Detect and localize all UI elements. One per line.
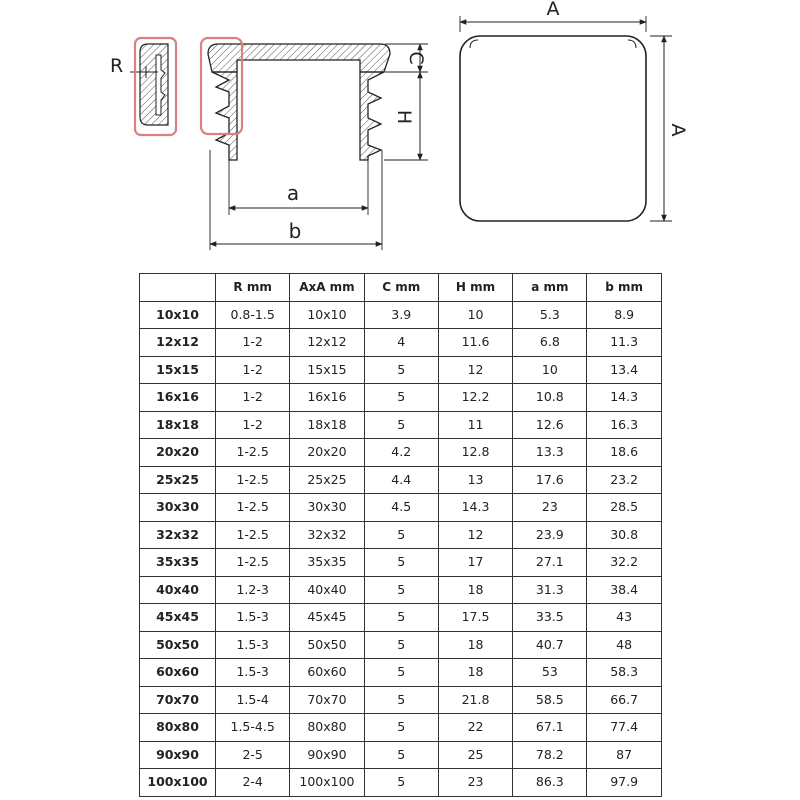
cell-axa: 45x45 <box>290 604 364 632</box>
cross-section-view <box>201 38 428 250</box>
cell-axa: 16x16 <box>290 384 364 412</box>
cell-b: 23.2 <box>587 466 661 494</box>
cell-r: 2-4 <box>216 769 290 797</box>
cell-r: 1-2.5 <box>216 466 290 494</box>
label-A-top: A <box>546 0 560 20</box>
cell-size: 25x25 <box>140 466 216 494</box>
cell-axa: 30x30 <box>290 494 364 522</box>
header-axa: AxA mm <box>290 274 364 302</box>
cell-c: 5 <box>364 356 438 384</box>
table-row <box>140 384 662 412</box>
radius-detail-view <box>110 38 176 135</box>
label-A-side: A <box>667 123 689 137</box>
cell-a: 13.3 <box>513 439 587 467</box>
cell-h: 18 <box>438 659 512 687</box>
cell-b: 48 <box>587 631 661 659</box>
cell-c: 5 <box>364 631 438 659</box>
cell-a: 58.5 <box>513 686 587 714</box>
table-row <box>140 439 662 467</box>
cell-a: 23 <box>513 494 587 522</box>
cell-c: 5 <box>364 741 438 769</box>
cell-size: 60x60 <box>140 659 216 687</box>
cell-axa: 70x70 <box>290 686 364 714</box>
cell-size: 16x16 <box>140 384 216 412</box>
label-H: H <box>393 109 415 125</box>
cell-c: 5 <box>364 659 438 687</box>
cell-r: 1-2 <box>216 384 290 412</box>
cell-b: 13.4 <box>587 356 661 384</box>
cell-size: 70x70 <box>140 686 216 714</box>
table-row <box>140 466 662 494</box>
header-a: a mm <box>513 274 587 302</box>
cell-a: 40.7 <box>513 631 587 659</box>
cell-axa: 80x80 <box>290 714 364 742</box>
cell-c: 5 <box>364 769 438 797</box>
cell-size: 50x50 <box>140 631 216 659</box>
label-R: R <box>110 55 124 77</box>
cell-h: 14.3 <box>438 494 512 522</box>
cell-size: 18x18 <box>140 411 216 439</box>
cell-axa: 100x100 <box>290 769 364 797</box>
cell-a: 31.3 <box>513 576 587 604</box>
cell-b: 14.3 <box>587 384 661 412</box>
cell-r: 1-2 <box>216 356 290 384</box>
cell-a: 5.3 <box>513 301 587 329</box>
table-row <box>140 521 662 549</box>
cell-size: 40x40 <box>140 576 216 604</box>
cell-c: 4.2 <box>364 439 438 467</box>
cell-a: 86.3 <box>513 769 587 797</box>
table-row <box>140 576 662 604</box>
cell-b: 43 <box>587 604 661 632</box>
header-r: R mm <box>216 274 290 302</box>
cell-h: 18 <box>438 576 512 604</box>
cell-a: 10.8 <box>513 384 587 412</box>
cell-c: 5 <box>364 549 438 577</box>
header-h: H mm <box>438 274 512 302</box>
cell-a: 33.5 <box>513 604 587 632</box>
cell-c: 5 <box>364 384 438 412</box>
cell-h: 17 <box>438 549 512 577</box>
cell-axa: 15x15 <box>290 356 364 384</box>
cell-h: 22 <box>438 714 512 742</box>
cell-h: 12.2 <box>438 384 512 412</box>
table-body <box>140 301 662 796</box>
cell-a: 10 <box>513 356 587 384</box>
cell-r: 1.5-3 <box>216 604 290 632</box>
label-b: b <box>288 219 302 243</box>
cell-r: 1.2-3 <box>216 576 290 604</box>
cell-a: 23.9 <box>513 521 587 549</box>
table-row <box>140 411 662 439</box>
cell-c: 5 <box>364 714 438 742</box>
header-c: C mm <box>364 274 438 302</box>
cell-r: 1.5-3 <box>216 659 290 687</box>
cell-size: 15x15 <box>140 356 216 384</box>
table-row <box>140 714 662 742</box>
cell-b: 16.3 <box>587 411 661 439</box>
cell-c: 5 <box>364 686 438 714</box>
table-row <box>140 769 662 797</box>
cell-axa: 25x25 <box>290 466 364 494</box>
table-header-row <box>140 274 662 302</box>
cell-r: 1-2.5 <box>216 549 290 577</box>
cell-size: 90x90 <box>140 741 216 769</box>
cell-a: 27.1 <box>513 549 587 577</box>
cell-a: 67.1 <box>513 714 587 742</box>
cell-size: 20x20 <box>140 439 216 467</box>
table-row <box>140 329 662 357</box>
label-C: C <box>405 51 427 65</box>
cell-r: 1.5-3 <box>216 631 290 659</box>
cell-r: 1-2 <box>216 411 290 439</box>
cell-b: 58.3 <box>587 659 661 687</box>
top-view <box>460 0 689 221</box>
cell-axa: 35x35 <box>290 549 364 577</box>
header-b: b mm <box>587 274 661 302</box>
cell-c: 4 <box>364 329 438 357</box>
cell-r: 1-2 <box>216 329 290 357</box>
cell-size: 32x32 <box>140 521 216 549</box>
cell-r: 1-2.5 <box>216 494 290 522</box>
technical-drawing <box>0 0 800 262</box>
table-row <box>140 356 662 384</box>
cell-h: 12 <box>438 356 512 384</box>
cell-axa: 12x12 <box>290 329 364 357</box>
cell-axa: 60x60 <box>290 659 364 687</box>
cell-axa: 10x10 <box>290 301 364 329</box>
specification-table <box>139 273 662 797</box>
cell-b: 28.5 <box>587 494 661 522</box>
cell-h: 21.8 <box>438 686 512 714</box>
cell-h: 12.8 <box>438 439 512 467</box>
cell-c: 5 <box>364 604 438 632</box>
cell-axa: 18x18 <box>290 411 364 439</box>
cell-h: 11 <box>438 411 512 439</box>
cell-r: 1.5-4 <box>216 686 290 714</box>
cell-size: 12x12 <box>140 329 216 357</box>
cell-r: 0.8-1.5 <box>216 301 290 329</box>
label-a: a <box>286 181 300 205</box>
cell-size: 30x30 <box>140 494 216 522</box>
cell-size: 45x45 <box>140 604 216 632</box>
cell-c: 3.9 <box>364 301 438 329</box>
table-row <box>140 686 662 714</box>
cell-a: 6.8 <box>513 329 587 357</box>
cell-c: 5 <box>364 411 438 439</box>
cell-c: 4.4 <box>364 466 438 494</box>
cell-b: 30.8 <box>587 521 661 549</box>
cell-size: 35x35 <box>140 549 216 577</box>
cell-b: 18.6 <box>587 439 661 467</box>
table-row <box>140 741 662 769</box>
cell-size: 10x10 <box>140 301 216 329</box>
cell-a: 17.6 <box>513 466 587 494</box>
cell-b: 77.4 <box>587 714 661 742</box>
cell-size: 100x100 <box>140 769 216 797</box>
cell-axa: 20x20 <box>290 439 364 467</box>
cell-h: 23 <box>438 769 512 797</box>
cell-b: 97.9 <box>587 769 661 797</box>
cell-h: 25 <box>438 741 512 769</box>
cell-axa: 40x40 <box>290 576 364 604</box>
cell-h: 10 <box>438 301 512 329</box>
cell-b: 87 <box>587 741 661 769</box>
cell-a: 12.6 <box>513 411 587 439</box>
table-row <box>140 631 662 659</box>
cell-b: 32.2 <box>587 549 661 577</box>
cell-h: 13 <box>438 466 512 494</box>
header-size <box>140 274 216 302</box>
cell-c: 5 <box>364 576 438 604</box>
cell-b: 8.9 <box>587 301 661 329</box>
cell-r: 1-2.5 <box>216 439 290 467</box>
cell-axa: 90x90 <box>290 741 364 769</box>
cell-b: 66.7 <box>587 686 661 714</box>
cell-h: 12 <box>438 521 512 549</box>
table-row <box>140 494 662 522</box>
cell-b: 11.3 <box>587 329 661 357</box>
cell-h: 17.5 <box>438 604 512 632</box>
cell-axa: 32x32 <box>290 521 364 549</box>
cell-r: 1-2.5 <box>216 521 290 549</box>
cell-h: 18 <box>438 631 512 659</box>
table-row <box>140 301 662 329</box>
table-row <box>140 549 662 577</box>
table-row <box>140 604 662 632</box>
cell-axa: 50x50 <box>290 631 364 659</box>
cell-h: 11.6 <box>438 329 512 357</box>
cell-c: 4.5 <box>364 494 438 522</box>
cell-size: 80x80 <box>140 714 216 742</box>
cell-a: 53 <box>513 659 587 687</box>
table-row <box>140 659 662 687</box>
cell-a: 78.2 <box>513 741 587 769</box>
cell-c: 5 <box>364 521 438 549</box>
cell-b: 38.4 <box>587 576 661 604</box>
cell-r: 1.5-4.5 <box>216 714 290 742</box>
cell-r: 2-5 <box>216 741 290 769</box>
